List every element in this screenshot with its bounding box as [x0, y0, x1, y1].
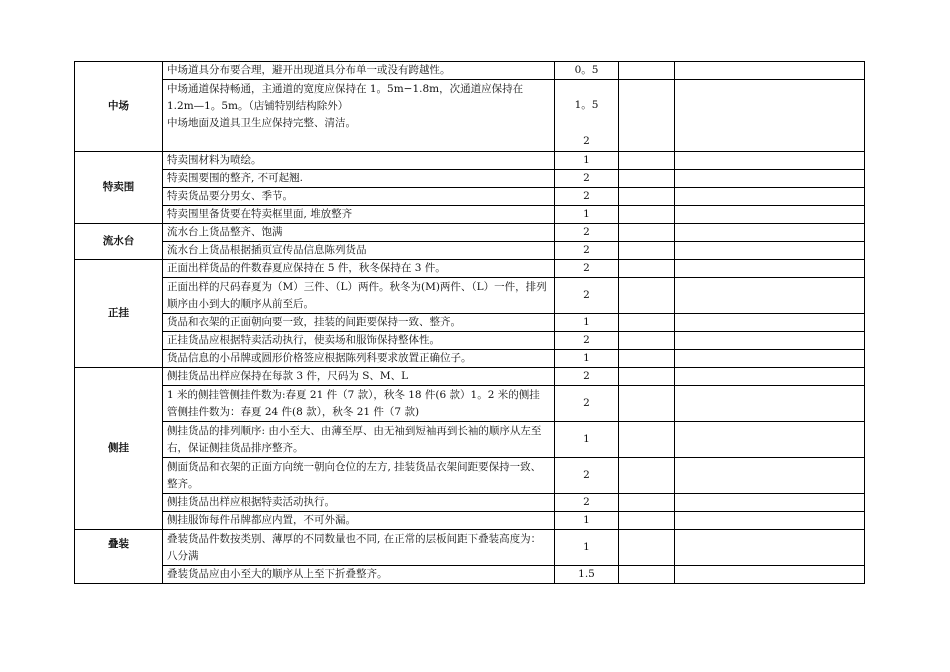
table-row [75, 242, 865, 260]
table-row [75, 386, 865, 422]
table-row [75, 422, 865, 458]
category-cell: 中场 [75, 62, 163, 152]
item-description: 流水台上货品整齐、饱满 [163, 224, 555, 242]
blank-cell [675, 494, 865, 512]
table-row [75, 206, 865, 224]
item-score: 1 [555, 206, 619, 224]
blank-cell [619, 422, 675, 458]
item-score: 2 [555, 278, 619, 314]
item-description: 中场道具分布要合理，避开出现道具分布单一或没有跨越性。 [163, 62, 555, 80]
item-score: 2 [555, 332, 619, 350]
score-line: 1。5 [574, 99, 599, 111]
blank-cell [619, 188, 675, 206]
blank-cell [675, 80, 865, 152]
item-description [163, 80, 555, 152]
blank-cell [675, 512, 865, 530]
item-score: 1 [555, 152, 619, 170]
table-row [75, 512, 865, 530]
category-cell: 叠装 [75, 530, 163, 584]
item-description: 侧挂货品出样应根据特卖活动执行。 [163, 494, 555, 512]
item-score: 1 [555, 314, 619, 332]
item-description: 特卖围材料为喷绘。 [163, 152, 555, 170]
table-row [75, 80, 865, 152]
item-score: 1.5 [555, 566, 619, 584]
blank-cell [675, 332, 865, 350]
table-row [75, 224, 865, 242]
blank-cell [619, 80, 675, 152]
blank-cell [619, 530, 675, 566]
blank-cell [619, 494, 675, 512]
blank-cell [675, 530, 865, 566]
item-score: 2 [555, 368, 619, 386]
item-description: 侧面货品和衣架的正面方向统一朝向仓位的左方, 挂装货品衣架间距要保持一致、整齐。 [163, 458, 555, 494]
item-score: 2 [555, 170, 619, 188]
item-description: 货品信息的小吊牌或圆形价格签应根据陈列科要求放置正确位子。 [163, 350, 555, 368]
item-description: 侧挂货品的排列顺序: 由小至大、由薄至厚、由无袖到短袖再到长袖的顺序从左至右，保证侧挂货品排序整齐。 [163, 422, 555, 458]
table-row [75, 188, 865, 206]
item-score: 0。5 [555, 62, 619, 80]
blank-cell [619, 512, 675, 530]
blank-cell [619, 278, 675, 314]
item-description: 正挂货品应根据特卖活动执行，使卖场和服饰保持整体性。 [163, 332, 555, 350]
category-cell: 侧挂 [75, 368, 163, 530]
category-cell: 正挂 [75, 260, 163, 368]
blank-cell [675, 152, 865, 170]
item-score: 2 [555, 260, 619, 278]
blank-cell [619, 152, 675, 170]
item-score: 2 [555, 224, 619, 242]
item-score: 2 [555, 242, 619, 260]
blank-cell [619, 206, 675, 224]
blank-cell [619, 242, 675, 260]
item-description: 侧挂服饰每件吊牌都应内置，不可外漏。 [163, 512, 555, 530]
item-score: 2 [555, 386, 619, 422]
item-description: 叠装货品应由小至大的顺序从上至下折叠整齐。 [163, 566, 555, 584]
blank-cell [675, 458, 865, 494]
item-score: 2 [555, 188, 619, 206]
blank-cell [675, 260, 865, 278]
blank-cell [619, 368, 675, 386]
blank-cell [619, 458, 675, 494]
item-description: 特卖围要围的整齐, 不可起翘. [163, 170, 555, 188]
table-row [75, 332, 865, 350]
blank-cell [675, 350, 865, 368]
item-description: 正面出样货品的件数春夏应保持在 5 件，秋冬保持在 3 件。 [163, 260, 555, 278]
item-score: 1 [555, 512, 619, 530]
table-row [75, 530, 865, 566]
blank-cell [675, 368, 865, 386]
blank-cell [619, 566, 675, 584]
table-row [75, 458, 865, 494]
blank-cell [619, 386, 675, 422]
checklist-table [74, 61, 865, 584]
item-score: 1 [555, 350, 619, 368]
blank-cell [675, 386, 865, 422]
item-description: 货品和衣架的正面朝向要一致，挂装的间距要保持一致、整齐。 [163, 314, 555, 332]
blank-cell [619, 170, 675, 188]
table-row [75, 152, 865, 170]
item-score: 1 [555, 530, 619, 566]
item-score: 1 [555, 422, 619, 458]
blank-cell [619, 62, 675, 80]
blank-cell [619, 260, 675, 278]
table-row [75, 368, 865, 386]
category-cell: 特卖围 [75, 152, 163, 224]
blank-cell [675, 62, 865, 80]
table-row [75, 62, 865, 80]
item-description: 叠装货品件数按类别、薄厚的不同数量也不同, 在正常的层板间距下叠装高度为：八分满 [163, 530, 555, 566]
table-row [75, 170, 865, 188]
blank-cell [619, 224, 675, 242]
table-row [75, 494, 865, 512]
table-row [75, 314, 865, 332]
item-description: 流水台上货品根据插页宣传品信息陈列货品 [163, 242, 555, 260]
blank-cell [675, 278, 865, 314]
table-row [75, 566, 865, 584]
item-score: 2 [555, 458, 619, 494]
description-line: 中场通道保持畅通，主通道的宽度应保持在 1。5m−1.8m，次通道应保持在 [167, 83, 524, 95]
item-description: 特卖货品要分男女、季节。 [163, 188, 555, 206]
blank-cell [619, 332, 675, 350]
blank-cell [675, 188, 865, 206]
blank-cell [619, 350, 675, 368]
blank-cell [675, 314, 865, 332]
blank-cell [675, 422, 865, 458]
item-score: 2 [555, 494, 619, 512]
blank-cell [619, 314, 675, 332]
blank-cell [675, 206, 865, 224]
item-score [555, 80, 619, 152]
blank-cell [675, 170, 865, 188]
description-line: 中场地面及道具卫生应保持完整、清洁。 [167, 117, 356, 129]
description-line: 1.2m—1。5m。（店铺特别结构除外） [167, 100, 349, 112]
item-description: 侧挂货品出样应保持在每款 3 件，尺码为 S、M、L [163, 368, 555, 386]
blank-cell [675, 566, 865, 584]
table-row [75, 260, 865, 278]
category-cell: 流水台 [75, 224, 163, 260]
table-row [75, 350, 865, 368]
item-description: 1 米的侧挂管侧挂件数为:春夏 21 件（7 款），秋冬 18 件(6 款）1。2 米的侧挂管侧挂件数为：春夏 24 件(8 款），秋冬 21 件（7 款) [163, 386, 555, 422]
blank-cell [675, 242, 865, 260]
item-description: 特卖围里备货要在特卖框里面, 堆放整齐 [163, 206, 555, 224]
table-row [75, 278, 865, 314]
item-description: 正面出样的尺码春夏为（M）三件、（L）两件。秋冬为(M)两件、（L）一件，排列顺序由小到大的顺序从前至后。 [163, 278, 555, 314]
blank-cell [675, 224, 865, 242]
score-line: 2 [583, 135, 590, 147]
